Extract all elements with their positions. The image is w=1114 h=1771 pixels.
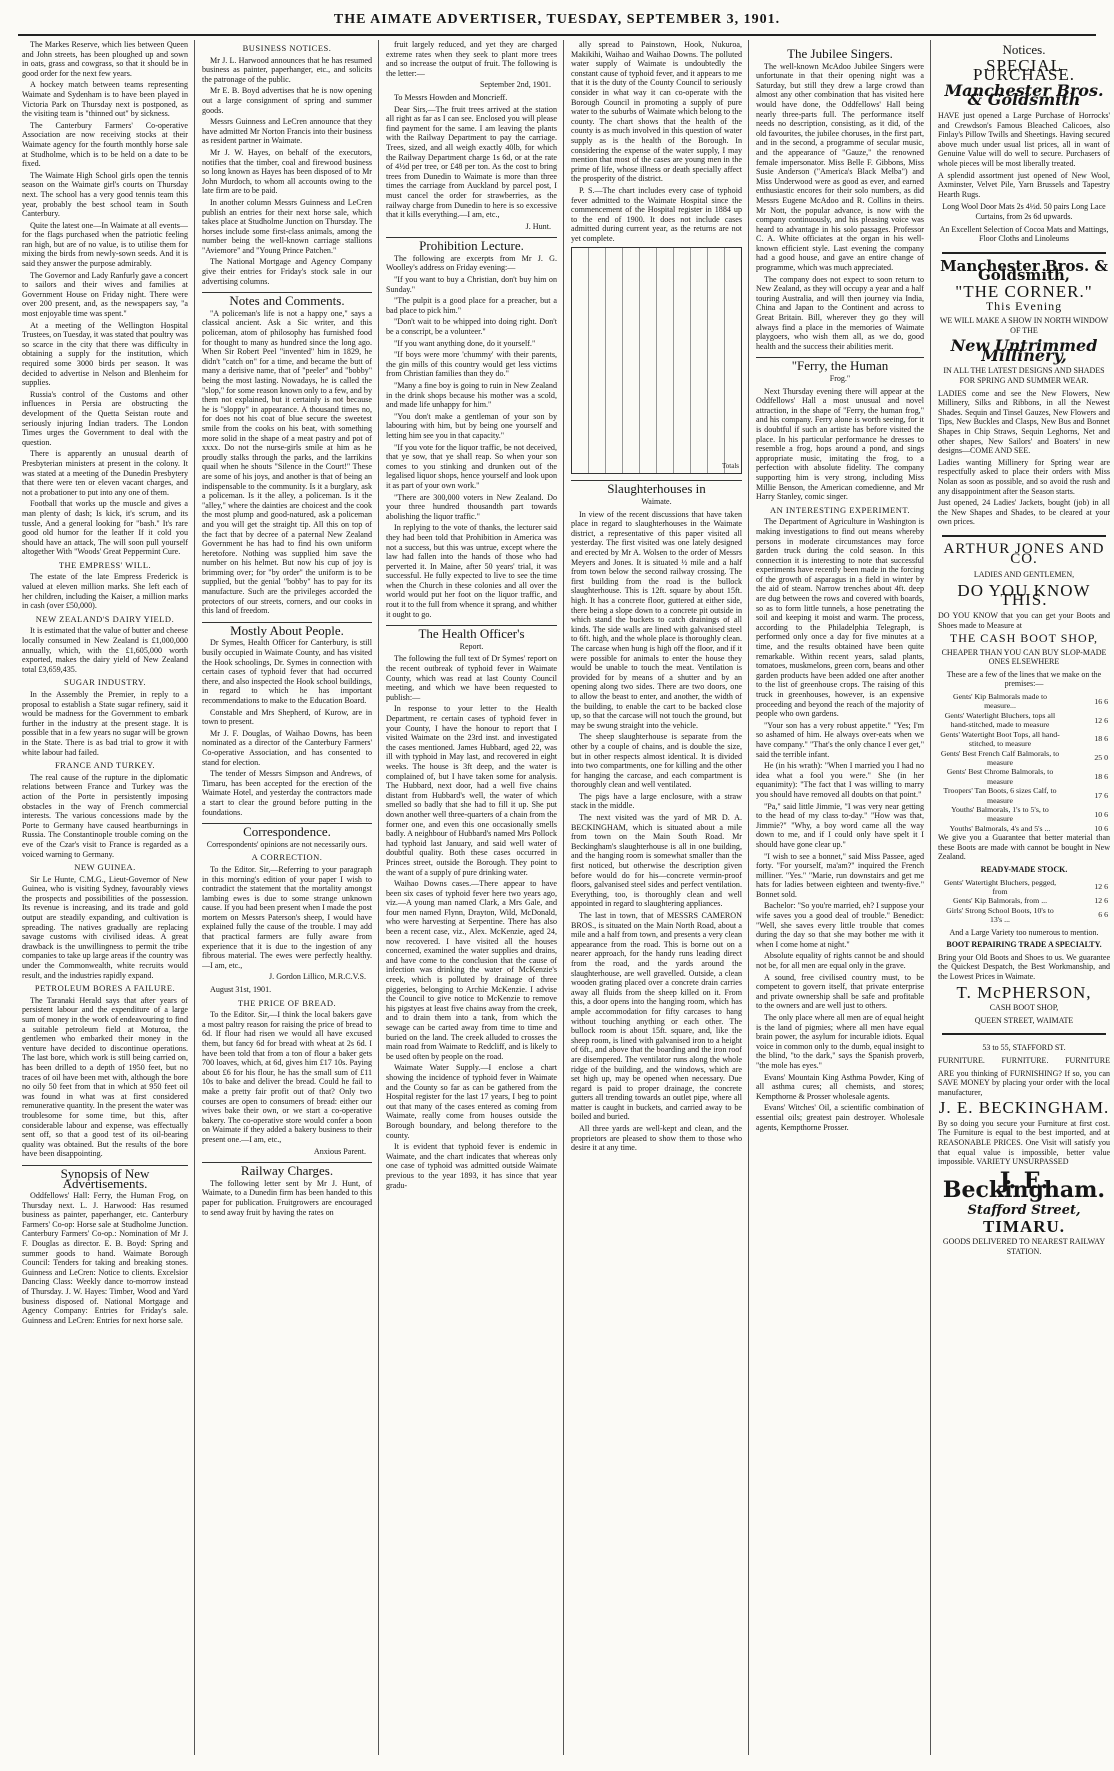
manchester-bros-firm: Manchester Bros. & Goldsmith xyxy=(944,80,1104,110)
notice-paragraph: The National Mortgage and Agency Company give their entries for Friday's stock sale in our advertising columns. xyxy=(202,257,372,286)
joke-paragraph: Bachelor: "So you're married, eh? I suppose your wife saves you a good deal of trouble." Benedict: "Well, she saves every little trouble that comes during the day so that she may bother me with it when I come home at night." xyxy=(756,901,924,949)
railway-charges-text: The following letter sent by Mr J. Hunt, of Waimate, to a Dunedin firm has been handed to this paper for publication. Fruitgrowers are encouraged to send away fruit by having the rates on xyxy=(202,1178,372,1217)
price-row xyxy=(938,730,1110,749)
ad-divider xyxy=(942,1033,1106,1035)
beckingham-logo: J. E. Beckingham. xyxy=(942,1167,1106,1204)
ferry-subtitle: Frog." xyxy=(829,374,851,383)
item-text: Sir Le Hunte, C.M.G., Lieut-Governor of New Guinea, who is visiting Sydney, favourably views the prospects and possibilities of the possession. Its revenue is increasing, and its trade and gold output are steadily expanding, and cultivation is spreading. The natives gradually are replacing savage customs with civilised ideas. A great drawback is the unwillingness to permit the tribe companies to take up large areas if the country was under the Commonwealth, white recruits would result, and the industries rapidly expand. xyxy=(22,874,188,980)
price-row xyxy=(938,767,1110,786)
slaughterhouse-paragraph: The last in town, that of MESSRS CAMERON BROS., is situated on the Main North Road, about a mile and a half from town, and presents a very clean appearance from the road. This is borne out on a nearer approach, for the handy runs leading direct from the road, and the yards around the slaughterhouse, are well gravelled. Outside, a clean wooden grating placed over a concrete drain carries away all fluids from the sheep killed on it. From this, a door opens into the hanging room, which has ample accommodation for fifty carcases to hang without touching anything or each other. The bullock room is about 15ft. square, and, like the sheep room, is lined with galvanised iron to a height of 6ft., and above that the boarding and the iron roof are disempered. The ventilator runs along the whole ridge of the building, and the windows, which are set high up, may be opened when necessary. Due regard is paid to proper drainage, the concrete gutters all trending towards an outlet pipe, where all matter is caught in buckets, and carried away to be boiled and buried. xyxy=(571,911,742,1122)
price-item: Youths' Balmorals, 1's to 5's, to measure xyxy=(951,804,1049,824)
lecture-paragraph: "If you vote for the liquor traffic, be not deceived, that ye sow, that ye shall reap. So when your son comes to you stinking and drunken out of the legalised liquor shops, hence yourself and look upon it as part of your own work." xyxy=(386,442,557,490)
price-value: 17 6 xyxy=(1094,790,1108,800)
column-3 xyxy=(386,40,557,1755)
column-1 xyxy=(22,40,188,1755)
letter-heading: A CORRECTION. xyxy=(251,852,323,863)
ad-text: And a Large Variety too numerous to mention. xyxy=(949,927,1099,937)
timaru-label: TIMARU. xyxy=(982,1216,1066,1236)
masthead-rule xyxy=(18,34,1096,36)
ready-made-heading: READY-MADE STOCK. xyxy=(980,864,1068,874)
price-row xyxy=(938,878,1110,897)
price-item: Youths' Balmorals, 4's and 5's ... xyxy=(949,823,1051,833)
news-paragraph: A hockey match between teams representing Waimate and Sydenham is to have been played in Victoria Park on Thursday next is postponed, as the visiting team is "thinned out" by sickness. xyxy=(22,80,188,119)
ferry-paragraph: Next Thursday evening there will appear at the Oddfellows' Hall a most unusual and novel attraction, in the shape of "Ferry, the human frog," and his company. Ferry alone is worth seeing, for it is doubtful if such an artiste has before visited the place. In his particular performance he dresses to resemble a frog, hops around a pond, and sings appropriate music, imitating the frog, to a perfection with absolute fidelity. The company supporting him is very strong, including Miss Millie Benson, the American comedienne, and Mr Harry Stanley, comic singer. xyxy=(756,386,924,502)
ad-text: Ladies wanting Millinery for Spring wear are respectfully asked to place their orders with Miss Nolan as soon as possible, and so avoid the rush and any disappointment after the Season starts. xyxy=(938,457,1110,496)
price-row xyxy=(938,896,1110,905)
price-row xyxy=(938,805,1110,824)
news-paragraph: The Governor and Lady Ranfurly gave a concert to sailors and their wives and families at Government House on Friday night. There were over 200 present, and, as the newspapers say, "a most enjoyable time was spent." xyxy=(22,270,188,319)
review-paragraph: The well-known McAdoo Jubilee Singers were unfortunate in that their opening night was a Saturday, but still they drew a large crowd than almost any other combination that has visited here would have done, the Oddfellows' Hall being nearly three-parts full. The performance itself needs no description, consisting, as it did, of the old favourites, the jubilee choruses, in the first part, and in the second, a programme of secular music, and the appearance of "Gauze," the renowned female impersonator. Miss Belle F. Gibbons, Miss Susie Anderson ("America's Black Melba") and Miss Underwood were as good as ever, and earned enthusiastic encores for their solo numbers, as did Messrs Eugene McAdoo and R. Collins in theirs. Mr Nott, the popular advance, is now with the company continuously, and his pleasing voice was heard to advantage in his solo passages. Professor C. A. White officiates at the organ in his well-known efficient style. Last evening the company had a good house, and gave an entire change of programme, which was much appreciated. xyxy=(756,61,924,273)
ad-text: Long Wool Door Mats 2s 4½d. 50 pairs Long Lace Curtains, from 2s 6d upwards. xyxy=(942,202,1106,221)
notice-paragraph: Mr E. B. Boyd advertises that he is now opening out a large consignment of spring and summer goods. xyxy=(202,86,372,115)
report-paragraph: In response to your letter to the Health Department, re certain cases of typhoid fever in your County, I have the honour to report that I visited Waimate on the 23rd inst. and investigated the cases mentioned. James Hubbard, aged 22, was ill with typhoid in May last, and recovered in eight weeks. The house is 3ft deep, and the water is complained of, but I have taken some for analysis. The Hubbard, next door, had a well five chains distant from Hubbard's well, the water of which smelled so badly that she had to fill it up. She put down another well three-quarters of a chain from the former one, and even this one occasionally smells badly. A neighbour of Hubbard's named Mrs Pollock had typhoid last January, and said well water of doubtful quality. Both these cases occurred in Princes street, outside the Borough. They point to the want of a supply of pure drinking water. xyxy=(386,704,557,877)
untrimmed-millinery: New Untrimmed Millinery, xyxy=(950,336,1098,365)
letter-text: fruit largely reduced, and yet they are charged extreme rates when they seek to plant more trees and so increase the output of fruit. The following is the letter:— xyxy=(386,40,557,78)
letter-text: Dear Sirs,—The fruit trees arrived at the station all right as far as I can see. Enclosed you will please find payment for the same. I am leaving the plants with the Railway Department to pay the carriage. Trees, sized, and all weigh exactly 40lb, for which the Railway Department charge 1s 6d, or at the rate of 4½d per tree, or £48 per ton. As the cost to bring trees from Dunedin to Waimate is more than three times the carriage from Auckland by parcel post, I must cancel the order for strawberries, as the railway charge from Dunedin to here is so excessive that it kills everything.—I am, etc., xyxy=(386,104,557,220)
ferry-title: "Ferry, the Human xyxy=(756,357,924,371)
review-paragraph: The company does not expect to soon return to New Zealand, as they will occupy a year and a half touring Australia, and will then journey via India, China and Japan to the Continent and across to Great Britain. Bill, wherever they go they will always find a place in the memories of Waimate playgoers, who wish them all, as we do, good health and the success their abilities merit. xyxy=(756,274,924,351)
manchester-bros-firm: Manchester Bros. & Goldsmith, xyxy=(940,256,1108,285)
lecture-paragraph: In replying to the vote of thanks, the lecturer said they had been told that Prohibition in America was not a success, but this was untrue, except where the law had fallen into the hands of those who had perverted it. In Maine, after 50 years' trial, it was successful. He fully expected to live to see the time when the Church in these colonies and all over the world would put her foot on the liquor traffic, and rout it to the full from whence it sprang, and whither it ought to go. xyxy=(386,523,557,619)
item-text: The Taranaki Herald says that after years of persistent labour and the expenditure of a large sum of money in the work of endeavouring to find a suitable petroleum field at Moturoa, the gentlemen who embarked their money in the venture have decided to discontinue operations. The last bore, which work is still being carried on, has been drilled to a depth of 1950 feet, but no traces of oil have been met with, although the bore no oily 50 feet from that in which at 950 feet oil was found in what was at first considered remunerative quantity. In the present the water was troublesome for some time, but this, after considerable labour and expense, was effectually sent off, so that a good test of its oil-bearing quality was obtained. But the results of the bore have been disappointing. xyxy=(22,995,188,1159)
notice-paragraph: Mr J. W. Hayes, on behalf of the executors, notifies that the timber, coal and firewood business so long known as Hayes has been disposed of to Mr John Murdoch, to whom all accounts owing to the late firm are to be paid. xyxy=(202,147,372,196)
slaughterhouse-paragraph: The pigs have a large enclosure, with a straw stack in the middle. xyxy=(571,791,742,811)
lecture-paragraph: "Many a fine boy is going to ruin in New Zealand in the drink shops because his mother was a scold, and made life unhappy for him." xyxy=(386,381,557,410)
price-item: Gents' Best Chrome Balmorals, to measure xyxy=(946,767,1054,786)
letter-date: September 2nd, 1901. xyxy=(479,80,551,90)
mostly-about-people-title: Mostly About People. xyxy=(202,622,372,636)
column-rule xyxy=(378,40,379,1755)
slaughterhouses-title: Slaughterhouses in xyxy=(571,480,742,494)
people-paragraph: Mr J. F. Douglas, of Waihao Downs, has been nominated as a director of the Canterbury Farmers' Co-operative Association, and has consented to stand for election. xyxy=(202,728,372,767)
column-2 xyxy=(202,40,372,1755)
price-item: Gents' Watertight Bluchers, pegged, from xyxy=(943,877,1057,896)
price-value: 16 6 xyxy=(1094,696,1108,706)
price-row xyxy=(938,692,1110,711)
joke-paragraph: "Your son has a very robust appetite." "Yes; I'm so ashamed of him. He always over-eats when we have company." "That's the only chance I ever get," said the terrible infant. xyxy=(756,720,924,759)
arthur-jones-firm: ARTHUR JONES AND CO. xyxy=(943,540,1105,567)
letter-signature: J. Gordon Lillico, M.R.C.V.S. xyxy=(269,972,366,982)
notice-paragraph: Mr J. L. Harwood announces that he has resumed business as painter, paperhanger, etc., and solicits the patronage of the public. xyxy=(202,55,372,84)
ad-text: GOODS DELIVERED TO NEAREST RAILWAY STATION. xyxy=(942,1237,1106,1256)
price-value: 18 6 xyxy=(1094,772,1108,782)
item-text: The real cause of the rupture in the diplomatic relations between France and Turkey was the action of the Porte in persistently imposing obstacles in the way of French commercial interests. The various concessions made by the Porte to Germany have caused heartburnings in Russia. The Constantinople trouble coming on the eve of the Czar's visit to France is regarded as a voiced warning to Germany. xyxy=(22,772,188,859)
ready-made-table xyxy=(938,878,1110,925)
price-item: Gents' Watertight Boot Tops, all hand-stitched, to measure xyxy=(940,729,1060,749)
price-item: Troopers' Tan Boots, 6 sizes Calf, to measure xyxy=(943,786,1057,805)
lecture-paragraph: "Don't wait to be whipped into doing right. Don't be a conscript, be a volunteer." xyxy=(386,317,557,337)
business-notices-heading: BUSINESS NOTICES. xyxy=(242,43,332,53)
column-5 xyxy=(756,40,924,1755)
furniture-label: FURNITURE. xyxy=(1001,1055,1049,1065)
report-paragraph: Waihao Downs cases.—There appear to have been six cases of typhoid fever here two years ago, viz.—A young man named Clark, a Mrs Gale, and four men named Flynn, Drayton, Wild, McDonald, who were harvesting at Serpentine. There has also been a recent case, viz., Alex. McKenzie, aged 24, now recovered. I have visited all the houses concerned, examined the water supplies and drains, and have come to the conclusion that the cause of infection was drinking the water of McKenzie's creek, which is polluted by drainage of three piggeries, belonging to Archie McKenzie. I advise the Council to give notice to McKenzie to remove his pigstyes at least five chains away from the creek, and to drain them into a tank, from which the sewage can be carted away from time to time and buried on the land. The creek alluded to crosses the main road from Waimate to Redcliff, and is likely to be used often by people on the road. xyxy=(386,879,557,1061)
slaughterhouses-subtitle: Waimate. xyxy=(641,497,672,507)
this-evening: This Evening xyxy=(985,299,1063,314)
item-heading: THE EMPRESS' WILL. xyxy=(58,559,152,570)
item-heading: NEW ZEALAND'S DAIRY YIELD. xyxy=(35,613,175,624)
price-row xyxy=(938,786,1110,805)
column-rule xyxy=(563,40,564,1755)
ad-text: LADIES come and see the New Flowers, New Millinery, Silks and Ribbons, in all the Newest Shades. Sequin and Tinsel Gauzes, New Flowers and Tips, New Buckles and Clasps, New Bus and Bonnet Shapes in Chip Straws, Sequin Leghorns, Net and other shapes, New Sailors' and Boaters' in new designs—COME AND SEE. xyxy=(938,388,1110,456)
report-paragraph: ally spread to Painstown, Hook, Nukuroa, Makikihi, Waihao and Waihao Downs. The polluted water supply of Waimate is undoubtedly the constant cause of typhoid fever, and it appears to me that it is the duty of the County Council to seriously consider in what way it can co-operate with the Borough Council in promoting a supply of pure water to the suburbs of Waimate which belong to the county. The chart shows that the health of the county is as much involved in this question of water supply as is the health of the Borough. In considering the expense of the water supply, I may mention that most of the cases are young men in the prime of life, whose illness or death specially affect the prosperity of the district. xyxy=(571,40,742,184)
price-item: Girls' Strong School Boots, 10's to 13's ... xyxy=(946,905,1054,925)
column-6-advertisements xyxy=(938,40,1110,1755)
furniture-label: FURNITURE xyxy=(1065,1055,1110,1065)
news-paragraph: Russia's control of the Customs and other influences in Persia are obstructing the development of the Quetta Seistan route and seriously injuring Indian traders. The London Times urges the Government to deal with the question. xyxy=(22,389,188,447)
people-paragraph: Dr Symes, Health Officer for Canterbury, is still busily occupied in Waimate County, and has visited the Hook schoolings, Dr. Symes in connection with certain cases of typhoid fever that had occurred there, and also inspected the Hook school buildings, in regard to which he has important recommendations to make to the Education Board. xyxy=(202,638,372,705)
price-item: Gents' Kip Balmorals made to measure... xyxy=(952,692,1048,711)
joke-paragraph: He (in his wrath): "When I married you I had no idea what a fool you were." She (in her equanimity): "The fact that I was willing to marry you should have removed all doubts on that point." xyxy=(756,761,924,799)
report-paragraph: The following the full text of Dr Symes' report on the recent outbreak of typhoid fever in Waimate County, which was read at last County Council meeting, and which we have been requested to publish:— xyxy=(386,654,557,702)
report-paragraph: P. S.—The chart includes every case of typhoid fever admitted to the Waimate Hospital since the commencement of the Hospital register in 1884 up to the end of 1900. It does not include cases admitted during current year, as the returns are not yet complete. xyxy=(571,185,742,243)
column-4 xyxy=(571,40,742,1755)
ad-divider xyxy=(942,252,1106,254)
lecture-paragraph: "If boys were more 'chummy' with their parents, the gin mills of this country would get less victims from Christian families than they do." xyxy=(386,350,557,379)
notice-paragraph: Messrs Guinness and LeCren announce that they have admitted Mr Norton Francis into their business as resident partner in Waimate. xyxy=(202,117,372,146)
ad-text: ARE you thinking of FURNISHING? If so, you can SAVE MONEY by placing your order with the local manufacturer, xyxy=(938,1068,1110,1097)
news-paragraph: At a meeting of the Wellington Hospital Trustees, on Tuesday, it was stated that poultry was so scarce in the city that there was difficulty in obtaining a supply for the institution, which required some 3000 birds per season. It was decided to advertise in Nelson and Blenheim for supplies. xyxy=(22,320,188,388)
price-value: 25 0 xyxy=(1094,753,1108,763)
lecture-paragraph: "The pulpit is a good place for a preacher, but a bad place to pick him." xyxy=(386,296,557,315)
report-paragraph: Waimate Water Supply.—I enclose a chart showing the incidence of typhoid fever in Waimate and the County so far as can be gathered from the Hospital register for the last 17 years, I beg to point out that many of the cases entered as coming from Waimate, really come from houses outside the Borough boundary, and belong therefore to the county. xyxy=(386,1063,557,1140)
health-officer-subtitle: Report. xyxy=(459,641,484,651)
column-rule xyxy=(748,40,749,1755)
price-value: 12 6 xyxy=(1094,882,1108,892)
ad-text: IN ALL THE LATEST DESIGNS AND SHADES FOR SPRING AND SUMMER WEAR. xyxy=(943,366,1105,386)
beckingham-name: J. E. BECKINGHAM. xyxy=(938,1098,1110,1118)
synopsis-title: Synopsis of New Advertisements. xyxy=(22,1165,188,1188)
price-value: 12 6 xyxy=(1094,896,1108,906)
item-heading: NEW GUINEA. xyxy=(74,862,136,873)
price-item: Gents' Best French Calf Balmorals, to measure xyxy=(940,748,1060,767)
jubilee-singers-title: The Jubilee Singers. xyxy=(787,46,893,61)
lecture-paragraph: The following are excerpts from Mr J. G. Woolley's address on Friday evening:— xyxy=(386,253,557,273)
ad-text: LADIES AND GENTLEMEN, xyxy=(973,570,1075,580)
furniture-label: FURNITURE. xyxy=(938,1055,985,1065)
price-value: 18 6 xyxy=(1094,734,1108,744)
price-row xyxy=(938,906,1110,925)
letter-text: To the Editor. Sir,—I think the local bakers gave a most paltry reason for raising the price of bread to 6d. If flour had risen we would all have excused them, but fancy 6d for bread with wheat at 2s 6d. I have been told that from a ton of flour a baker gets 700 loaves, which, at 6d, gives him £17 10s. Paying about £6 for his flour, he has the small sum of £11 10s to bake and deliver the bread. Could he fail to make a pretty fair profit out of that? Only two courses are open to consumers of bread: either our wives bake their own, or we start a co-operative bakery. The co-operative store would confer a boon on Waimate if they added a bakery business to their present one.—I am, etc., xyxy=(202,1010,372,1144)
masthead: THE AIMATE ADVERTISER, TUESDAY, SEPTEMBER 3, 1901. xyxy=(333,12,781,27)
synopsis-text: Oddfellows' Hall: Ferry, the Human Frog, on Thursday next. L. J. Harwood: Has resumed business as painter, paperhanger, etc. Canterbury Farmers' Co-op: Horse sale at Studholme Junction. Canterbury Farmers' Co-op.: Nomination of Mr J. F. Douglas as director. E. B. Boyd: Spring and summer goods to hand. Waimate Borough Council: Tenders for taking and breaking stones. Guinness and LeCren: Notice to clients. Excelsior Dancing Class: Weekly dance to-morrow instead of Thursday. J. W. Hayes: Timber, Wood and Yard business disposed of. National Mortgage and Agency Company: Entries for Friday's sale. Guinness and LeCren: Entries for next horse sale. xyxy=(22,1191,188,1325)
mcpherson-name: T. McPHERSON, xyxy=(956,982,1092,1002)
ad-text: 53 to 55, STAFFORD ST. xyxy=(982,1043,1066,1053)
experiment-paragraph: The Department of Agriculture in Washington is making investigations to find out means whereby persons in moderate circumstances may force garden truck during the cold season. In this connection it is interesting to note that successful experiments have recently been made in the forcing of the growth of asparagus in a field in winter by the aid of steam. Narrow trenches about 4ft. deep are dug between the rows and covered with boards, so as to form little tunnels, a hose penetrating the soil and keeping it moist and warm. The process, according to the Philadelphia Telegraph, is performed only once a day for five minutes at a time, and the results obtained have been quite remarkable. Within recent years, salad plants, tomatoes, muskmelons, green corn, beans and other garden products have been added one after another to the list of greenhouse crops. The raising of this truck in greenhouses, however, is an expensive proceeding and beyond the reach of the majority of people who own gardens. xyxy=(756,517,924,719)
small-ad: Evans' Witches' Oil, a scientific combination of essential oils; greatest pain destroyer. Wholesale agents, Kempthorne Prosser. xyxy=(756,1103,924,1132)
joke-paragraph: "Pa," said little Jimmie, "I was very near getting to the head of my class to-day." "How was that, Jimmie?" "Why, a boy word came all the way down to me, and if I could only have spelt it I should have gone clear up." xyxy=(756,801,924,849)
news-paragraph: Football that works up the muscle and gives a man plenty of dash; Is kick, it's scrum, and its tussle, And a general looking for "bash." It's rare good old humor for the leather If it cold you should have an attack, The will soon pull yourself altogether With "Woods' Great Peppermint Cure. xyxy=(22,499,188,557)
special-purchase-title: SPECIAL PURCHASE. xyxy=(972,55,1076,85)
people-paragraph: Constable and Mrs Shepherd, of Kurow, are in town to present. xyxy=(202,707,372,727)
ad-text: QUEEN STREET, WAIMATE xyxy=(974,1015,1074,1025)
item-heading: FRANCE AND TURKEY. xyxy=(54,760,156,771)
lecture-paragraph: "There are 300,000 voters in New Zealand. Do your three hundred thousandth part towards abolishing the liquor traffic." xyxy=(386,492,557,521)
notes-and-comments-title: Notes and Comments. xyxy=(202,292,372,306)
ad-text: HAVE just opened a Large Purchase of Horrocks' and Crewdson's Famous Bleached Calicoes, also Finlay's Pillow Twills and Sheetings. Having secured above much under usual list prices, all in want of Genuine Value will do well to secure. Purchasers of whole pieces will be most liberally treated. xyxy=(938,110,1110,168)
railway-charges-title: Railway Charges. xyxy=(202,1162,372,1176)
item-heading: PETROLEUM BORES A FAILURE. xyxy=(34,983,176,994)
typhoid-chart xyxy=(571,247,742,474)
price-value: 6 6 xyxy=(1098,910,1108,920)
notice-paragraph: In another column Messrs Guinness and LeCren publish an entries for their next horse sale, which takes place at Studholme Junction on Thursday. The horses include some first-class animals, among the number being the well-known carriage stallions "Aviemore" and "Young Prince Patchen." xyxy=(202,197,372,255)
health-officer-title: The Health Officer's xyxy=(386,625,557,639)
lecture-paragraph: "If you want to buy a Christian, don't buy him on Sunday." xyxy=(386,275,557,294)
letter-heading: THE PRICE OF BREAD. xyxy=(237,997,337,1008)
letter-signature: J. Hunt. xyxy=(525,221,551,231)
ad-text: Bring your Old Boots and Shoes to us. We guarantee the Quickest Despatch, the Best Workmanship, and the Lowest Prices in Waimate. xyxy=(938,952,1110,981)
item-text: It is estimated that the value of butter and cheese locally consumed in New Zealand is £1,000,000 annually, which, with the £1,605,000 worth exported, makes the dairy yield of New Zealand total £3,659,435. xyxy=(22,626,188,674)
slaughterhouse-paragraph: All three yards are well-kept and clean, and the proprietors are pleased to show them to those who desire it at any time. xyxy=(571,1124,742,1153)
price-value: 10 6 xyxy=(1094,809,1108,819)
letter-date: August 31st, 1901. xyxy=(210,985,272,995)
cash-boot-shop: THE CASH BOOT SHOP, xyxy=(949,631,1099,646)
joke-paragraph: The only place where all men are of equal height is the land of pigmies; where all men have equal brain power, the asylum for incurable idiots. Equal voice in common only to the dumb, equal insight to the blind, "to the dark," says the Spanish proverb, "the mole has eyes." xyxy=(756,1013,924,1070)
report-paragraph: It is evident that typhoid fever is endemic in Waimate, and the chart indicates that whereas only one case of typhoid was admitted outside Waimate previous to the year 1893, it has since that year gradu- xyxy=(386,1142,557,1190)
boot-price-table xyxy=(938,692,1110,833)
prohibition-lecture-title: Prohibition Lecture. xyxy=(386,237,557,251)
joke-paragraph: A sound, free civilised country must, to be competent to govern itself, that private enterprise and private ownership shall be safe and profitable to the owners and are well just to others. xyxy=(756,972,924,1011)
lecture-paragraph: "If you want anything done, do it yourself." xyxy=(394,338,536,348)
news-paragraph: The Markes Reserve, which lies between Queen and John streets, has been ploughed up and sown in oats, grass and cowgrass, so that it should be in good order for the next few years. xyxy=(22,40,188,78)
item-text: In the Assembly the Premier, in reply to a proposal to establish a State sugar refinery, said it would be madness for the Government to embark further in the industry at the present stage. It is possible that in a few years no sugar will be grown in the State. There is as bad trial to grow it with white labour had failed. xyxy=(22,690,188,757)
ad-text: CHEAPER THAN YOU CAN BUY SLOP-MADE ONES ELSEWHERE xyxy=(941,647,1107,667)
price-row xyxy=(938,711,1110,730)
letter-address: To Messrs Howden and Moncrieff. xyxy=(394,92,508,102)
ad-text: We give you a Guarantee that better material than these Boots are made with cannot be bought in New Zealand. xyxy=(938,833,1110,862)
price-item: Gents' Waterlight Bluchers, tops all hand-stitched, made to measure xyxy=(944,710,1056,730)
column-rule xyxy=(930,40,931,1755)
notices-header: Notices. xyxy=(1002,42,1046,57)
joke-paragraph: Absolute equality of rights cannot be and should not be, for all men are equal only in the grave. xyxy=(756,951,924,971)
do-you-know-this: DO YOU KNOW THIS. xyxy=(957,580,1091,610)
news-paragraph: The Canterbury Farmers' Co-operative Association are now receiving stocks at their Waimate agency for the fourth monthly horse sale at Studholme, which is to be held on a date to be fixed. xyxy=(22,120,188,169)
slaughterhouse-paragraph: The next visited was the yard of MR D. A. BECKINGHAM, which is situated about a mile from town on the Main South Road. Mr Beckingham's slaughterhouse is all in one building, and the hanging room is somewhat smaller than the first noticed, but otherwise the description given before would do for his—concrete vermin-proof floors, galvanised steel sides and perfect ventilation. Everything, too, is thoroughly clean and well appointed in regard to slaughtering appliances. xyxy=(571,813,742,909)
correspondence-title: Correspondence. xyxy=(202,823,372,837)
news-paragraph: There is apparently an unusual dearth of Presbyterian ministers at present in the colony. It was stated at a meeting of the Dunedin Presbytery that there were ten or eleven vacant charges, and not a probationer to put into any one of them. xyxy=(22,449,188,497)
letter-text: To the Editor. Sir,—Referring to your paragraph in this morning's edition of your paper I wish to contradict the statement that the mortality amongst lambing ewes is due to some strange unknown cause. If you had been present when I made the post mortem on Messrs Paterson's sheep, I would have explained fully the cause of the trouble. I may add that practical farmers are fully aware from experience that it is due to the ingestion of any fibrous material. The ewes were perfectly healthy.—I am, etc., xyxy=(202,864,372,970)
joke-paragraph: "I wish to see a bonnet," said Miss Passee, aged forty. "For yourself, ma'am?" inquired the French milliner. "Yes." "Marie, run downstairs and get me hats for ladies between eighteen and twenty-five." Bonnet sold. xyxy=(756,851,924,899)
boot-repairing-heading: BOOT REPAIRING TRADE A SPECIALTY. xyxy=(946,940,1102,950)
lecture-paragraph: "You don't make a gentleman of your son by labouring with him, but by being one yourself and letting him see you in that capacity." xyxy=(386,411,557,440)
column-rule xyxy=(194,40,195,1755)
ad-text: DO YOU KNOW that you can get your Boots and Shoes made to Measure at xyxy=(938,610,1110,630)
ad-text: By so doing you secure your Furniture at first cost. The Furniture is equal to the best imported, and at REASONABLE PRICES. One Visit will satisfy you that equal value is impossible, better value impossible. VARIETY UNSURPASSED xyxy=(938,1118,1110,1167)
ad-text: These are a few of the lines that we make on the premises:— xyxy=(946,669,1102,689)
notes-paragraph: "A policeman's life is not a happy one," says a classical ancient. Ask a Sic writer, and this policeman, atom of philosophy has furnished food for thought to many as hundred since the long ago. When Sir Robert Peel "invented" him in 1829, he didn't "catch on" for a time, and became the butt of many a derisive name, that of "peeler" and "bobby" being the most lasting. Nowadays, he is called the "slop," for some reason known only to a few, and by them not explained, but it certainly is not because he is "sloppy" in appearance. A thousand times no, for does not his coat of blue secure the sweetest smile from the cooks on his beat, with something more solid in the shape of a meat pastry and pot of xxxx. Do not the nurse-girls smile at him as he proudly stalks through the parks, and the larrikins quail when he shouts "Silence in the Court!" These are some of his joys, and another is that of being an indispensable to the community. Is it a burglary, ask a policeman. Is it the alley, a policeman. Is it the "alley," where the dainties are choicest and the cook the most plump and good-natured, ask a policeman and you will get the straight tip. All this on top of the fact that by decree of a paternal New Zealand Government he has had to find his own uniform heretofore. Nothing was supplied him save the number on his helmet. But now his cup of joy is brimming over; for "by order" the uniform is to be supplied, but the genial "bobby" has to pay for its manufacture. Such are the privileges accorded the protectors of our streets, corners, and our cooks in this land of freedom. xyxy=(202,308,372,616)
price-row xyxy=(938,749,1110,768)
ad-text: A splendid assortment just opened of New Wool, Axminster, Velvet Pile, Yarn Brussels and Tapestry Hearth Rugs. xyxy=(938,170,1110,199)
ad-text: WE WILL MAKE A SHOW IN NORTH WINDOW OF THE xyxy=(939,316,1109,335)
experiment-heading: AN INTERESTING EXPERIMENT. xyxy=(769,504,911,515)
price-value: 12 6 xyxy=(1094,715,1108,725)
people-paragraph: The tender of Messrs Simpson and Andrews, of Timaru, has been accepted for the erection of the Waimate Hotel, and yesterday the contractors made a start to clear the ground before putting in the foundations. xyxy=(202,769,372,817)
price-row xyxy=(938,824,1110,833)
price-value: 10 6 xyxy=(1094,823,1108,833)
correspondence-note: Correspondents' opinions are not necessarily ours. xyxy=(206,839,368,849)
letter-signature: Anxious Parent. xyxy=(313,1146,366,1156)
slaughterhouse-paragraph: The sheep slaughterhouse is separate from the other by a couple of chains, and is double the size, but in other respects almost identical. It is divided into two compartments, one for killing and the other for hanging the carcase, and each compartment is thoroughly clean and well ventilated. xyxy=(571,732,742,790)
ad-text: Stafford Street, xyxy=(967,1203,1081,1219)
news-paragraph: The Waimate High School girls open the tennis season on the Waimate girl's courts on Thursday next. The school has a very good tennis team this year, probably the best school team in South Canterbury. xyxy=(22,170,188,219)
ad-text: CASH BOOT SHOP, xyxy=(989,1003,1059,1013)
ad-text: Just opened, 24 Ladies' Jackets, bought (job) in all the New Shapes and Shades, to be cleared at your own prices. xyxy=(938,498,1110,527)
item-heading: SUGAR INDUSTRY. xyxy=(64,677,146,688)
item-text: The estate of the late Empress Frederick is valued at eleven million marks. She left each of her children, including the Kaiser, a million marks in cash (over £50,000). xyxy=(22,572,188,611)
the-corner-title: "THE CORNER." xyxy=(955,281,1093,301)
news-paragraph: Quite the latest one—In Waimate at all events—for the flags purchased when the patriotic feeling ran high, but are of no value, is to utilise them for mixing the birds from newly-sown seeds. And it is said they answer the purpose admirably. xyxy=(22,220,188,269)
slaughterhouse-paragraph: In view of the recent discussions that have taken place in regard to slaughterhouses in the Waimate district, a representative of this paper visited all yesterday. The first visited was one lately designed and erected by Mr A. Wolsen to the order of Messrs Meyers and Jones. It is situated ½ mile and a half from town below the second railway crossing. The first building from the road is the bullock slaughterhouse. This is 12ft. square by about 15ft. high. It has a concrete floor, guttered at either side, there being a slope down to a concrete pit outside in which stand the buckets to catch drainings of all kinds. The side walls are lined with galvanised steel to 6ft. high, and the whole place is thoroughly clean. The carcase when hung is high off the floor, and if it were possible for animals to enter the house they would be unable to touch the meat. Ventilation is provided for by means of a shutter and by an opening along two sides. There are two doors, one to allow the beast to enter, and another, the width of the building, to enable the cart to be backed close up, so that the carcase will not touch the ground, but may be swung straight into the vehicle. xyxy=(571,509,742,730)
price-item: Gents' Kip Balmorals, from ... xyxy=(952,896,1048,906)
small-ad: Evans' Mountain King Asthma Powder, King of all asthma cures; all chemists, and stores; Kempthorne & Prosser wholesale agents. xyxy=(756,1072,924,1101)
chart-totals-label: Totals xyxy=(721,461,739,470)
ad-divider xyxy=(942,535,1106,537)
ad-text: An Excellent Selection of Cocoa Mats and Mattings, Floor Cloths and Linoleums xyxy=(939,224,1109,244)
